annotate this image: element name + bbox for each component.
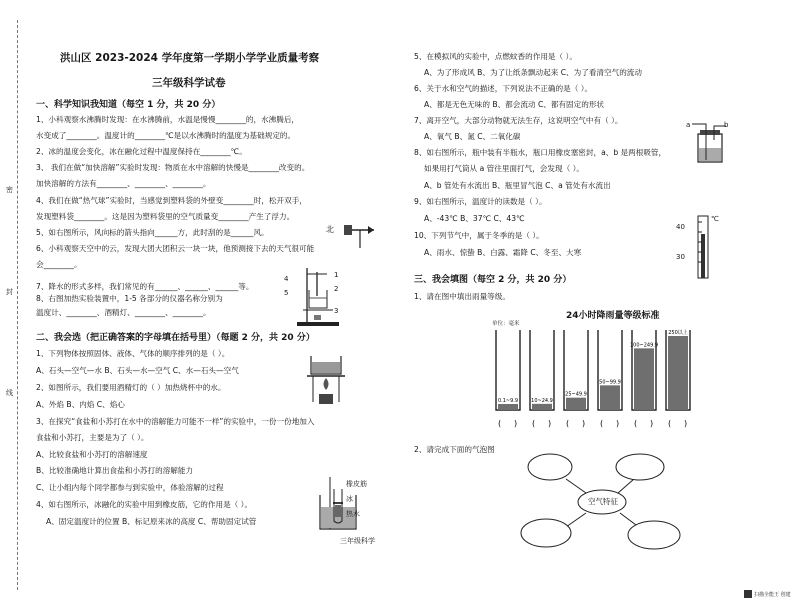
- chart-unit: 单位：毫米: [492, 321, 520, 327]
- blank-bracket: ): [582, 419, 586, 428]
- exam-title: 洪山区 2023-2024 学年度第一学期小学学业质量考察: [60, 52, 320, 64]
- q-line: 温度计、________、酒精灯、________、________。: [36, 308, 211, 317]
- q-line: 如果用打气筒从 a 管往里面打气，会发现（ ）。: [424, 164, 584, 173]
- bubble-empty[interactable]: [616, 454, 664, 480]
- q-line: 3、 我们在做“加快溶解”实验时发现：物质在水中溶解的快慢是________改变的。: [36, 163, 310, 172]
- q-line: 7、离开空气，大部分动物就无法生存，这说明空气中有（ ）。: [414, 116, 623, 125]
- q-line: 4、我们在做“热气球”实验时，当感觉到塑料袋的外壁变________时，松开双手，: [36, 196, 307, 205]
- q-line: 食盐和小苏打，主要是为了（ ）。: [36, 433, 149, 442]
- q-line: A、比较食盐和小苏打的溶解速度: [36, 450, 148, 459]
- q-line: A、b 管处有水流出 B、瓶里冒气泡 C、a 管处有水流出: [424, 181, 611, 190]
- scanner-watermark: 扫描全能王 创建: [754, 592, 791, 598]
- blank-bracket: (: [634, 419, 638, 428]
- blank-bracket: (: [600, 419, 604, 428]
- q-line: 5、在模拟风的实验中，点燃蚊香的作用是（ ）。: [414, 52, 577, 61]
- q-line: 2、如图所示，我们要用酒精灯的（ ）加热烧杯中的水。: [36, 383, 226, 392]
- section3-title: 三、我会填图（每空 2 分，共 20 分）: [414, 275, 572, 285]
- rain-bar: [668, 336, 688, 410]
- thermo-tick-30: 30: [676, 253, 685, 261]
- bar-range-label: 0.1~9.9: [497, 398, 519, 404]
- bar-range-label: 50~99.9: [599, 379, 621, 386]
- q3-1: 1、请在图中填出雨量等级。: [414, 292, 510, 301]
- blank-bracket: ): [514, 419, 518, 428]
- bar-range-label: 25~49.9: [565, 391, 587, 398]
- margin-label-mi: 密: [6, 186, 13, 194]
- q-line: A、为了形成风 B、为了让纸条飘动起来 C、为了看清空气的流动: [424, 68, 642, 77]
- thermo-unit: ℃: [711, 215, 719, 223]
- blank-bracket: ): [650, 419, 654, 428]
- apparatus-label-4: 4: [284, 275, 289, 283]
- qr-code-icon: [744, 590, 752, 598]
- q-line: 发现塑料袋________。这是因为塑料袋里的空气质量变________产生了浮力。: [36, 212, 295, 221]
- bar-range-label: 100~249.9: [629, 342, 659, 349]
- apparatus-label-2: 2: [334, 285, 339, 293]
- wind-vane-figure: [330, 218, 382, 250]
- q-line: 2、冰的温度会变化，冰在融化过程中温度保持在________℃。: [36, 147, 247, 156]
- bar-range-label: 10~24.9: [531, 397, 553, 404]
- q-line: A、-43℃ B、37℃ C、43℃: [424, 214, 525, 223]
- q-line: 3、在探究“食盐和小苏打在水中的溶解能力可能不一样”的实验中，一份一份地加入: [36, 417, 315, 426]
- rain-bar: [532, 404, 552, 410]
- q-line: 水变成了________。温度计的________℃是以水沸腾时的温度为基础规定的。: [36, 131, 296, 140]
- blank-bracket: ): [684, 419, 688, 428]
- bar-range-label: 250以上: [668, 330, 688, 336]
- apparatus-label-3: 3: [334, 307, 339, 315]
- margin-label-feng: 封: [6, 288, 13, 296]
- apparatus-label-1: 1: [334, 271, 339, 279]
- margin-label-xian: 线: [6, 389, 13, 397]
- section2-title: 二、我会选（把正确答案的字母填在括号里）（每题 2 分，共 20 分）: [36, 333, 315, 343]
- q-line: A、外焰 B、内焰 C、焰心: [36, 400, 125, 409]
- blank-bracket: (: [498, 419, 502, 428]
- bubble-empty[interactable]: [528, 454, 572, 480]
- q-line: 6、小科观察天空中的云，发现大团大团积云一块一块，他预测接下去的天气很可能: [36, 244, 315, 253]
- rain-bar: [600, 385, 620, 410]
- rain-bar: [566, 398, 586, 410]
- q-line: A、雨水、惊蛰 B、白露、霜降 C、冬至、大寒: [424, 248, 582, 257]
- bubble-empty[interactable]: [521, 519, 571, 547]
- rain-bar: [498, 404, 518, 410]
- q-line: B、比较准确地计算出食盐和小苏打的溶解能力: [36, 466, 194, 475]
- q-line: 7、降水的形式多样，我们常见的有______、______、______等。: [36, 282, 254, 291]
- q-line: A、氧气 B、氮 C、二氧化碳: [424, 132, 521, 141]
- north-label: 北: [326, 225, 334, 234]
- ice-label: 冰: [346, 495, 353, 503]
- rubber-band-label: 橡皮筋: [346, 480, 367, 488]
- straw-a-label: a: [686, 121, 691, 129]
- q-line: A、都是无色无味的 B、都会流动 C、都有固定的形状: [424, 100, 605, 109]
- binding-line: [17, 20, 18, 590]
- q-line: A、石头—空气—水 B、石头—水—空气 C、水—石头—空气: [36, 366, 239, 375]
- q-line: 1、小科观察水沸腾时发现：在水沸腾前，水温是慢慢________的，水沸腾后，: [36, 115, 300, 124]
- chart-title: 24小时降雨量等级标准: [566, 311, 660, 321]
- blank-bracket: (: [668, 419, 672, 428]
- q-line: 8、如右图所示，瓶中装有半瓶水，瓶口用橡皮塞密封，a、b 是两根吸管，: [414, 148, 667, 157]
- page-footer-left: 三年级科学: [340, 537, 375, 545]
- thermo-tick-40: 40: [676, 223, 685, 231]
- q3-2: 2、请完成下面的气泡图: [414, 445, 495, 454]
- q-line: C、让小组内每个同学都参与到实验中，体验溶解的过程: [36, 483, 224, 492]
- q-line: 5、如右图所示，风向标的箭头指向______方，此时刮的是______风。: [36, 228, 269, 237]
- q-line: 8、右图加热实验装置中，1-5 各部分的仪器名称分别为: [36, 294, 223, 303]
- section1-title: 一、科学知识我知道（每空 1 分，共 20 分）: [36, 100, 221, 110]
- bubble-empty[interactable]: [628, 521, 680, 549]
- blank-bracket: (: [532, 419, 536, 428]
- bubble-center-label: 空气特征: [588, 497, 618, 506]
- q-line: 9、如右图所示，温度计的读数是（ ）。: [414, 197, 547, 206]
- blank-bracket: (: [566, 419, 570, 428]
- alcohol-lamp-figure: [305, 352, 347, 408]
- q-line: 10、下列节气中，属于冬季的是（ ）。: [414, 231, 544, 240]
- q-line: 6、关于水和空气的描述，下列说法不正确的是（ ）。: [414, 84, 593, 93]
- q-line: A、固定温度计的位置 B、标记原来冰的高度 C、帮助固定试管: [46, 517, 257, 526]
- blank-bracket: ): [616, 419, 620, 428]
- rainfall-chart: [488, 324, 698, 430]
- hot-water-label: 热水: [346, 510, 360, 518]
- apparatus-label-5: 5: [284, 289, 289, 297]
- q-line: 1、下列物体按照固体、液体、气体的顺序排列的是（ ）。: [36, 349, 230, 358]
- q-line: 加快溶解的方法有________、________、________。: [36, 179, 211, 188]
- straw-b-label: b: [724, 121, 729, 129]
- rain-bar: [634, 348, 654, 410]
- exam-subtitle: 三年级科学试卷: [152, 77, 226, 89]
- q-line: 4、如右图所示，冰融化的实验中用到橡皮筋，它的作用是（ ）。: [36, 500, 253, 509]
- blank-bracket: ): [548, 419, 552, 428]
- q-line: 会________。: [36, 260, 82, 269]
